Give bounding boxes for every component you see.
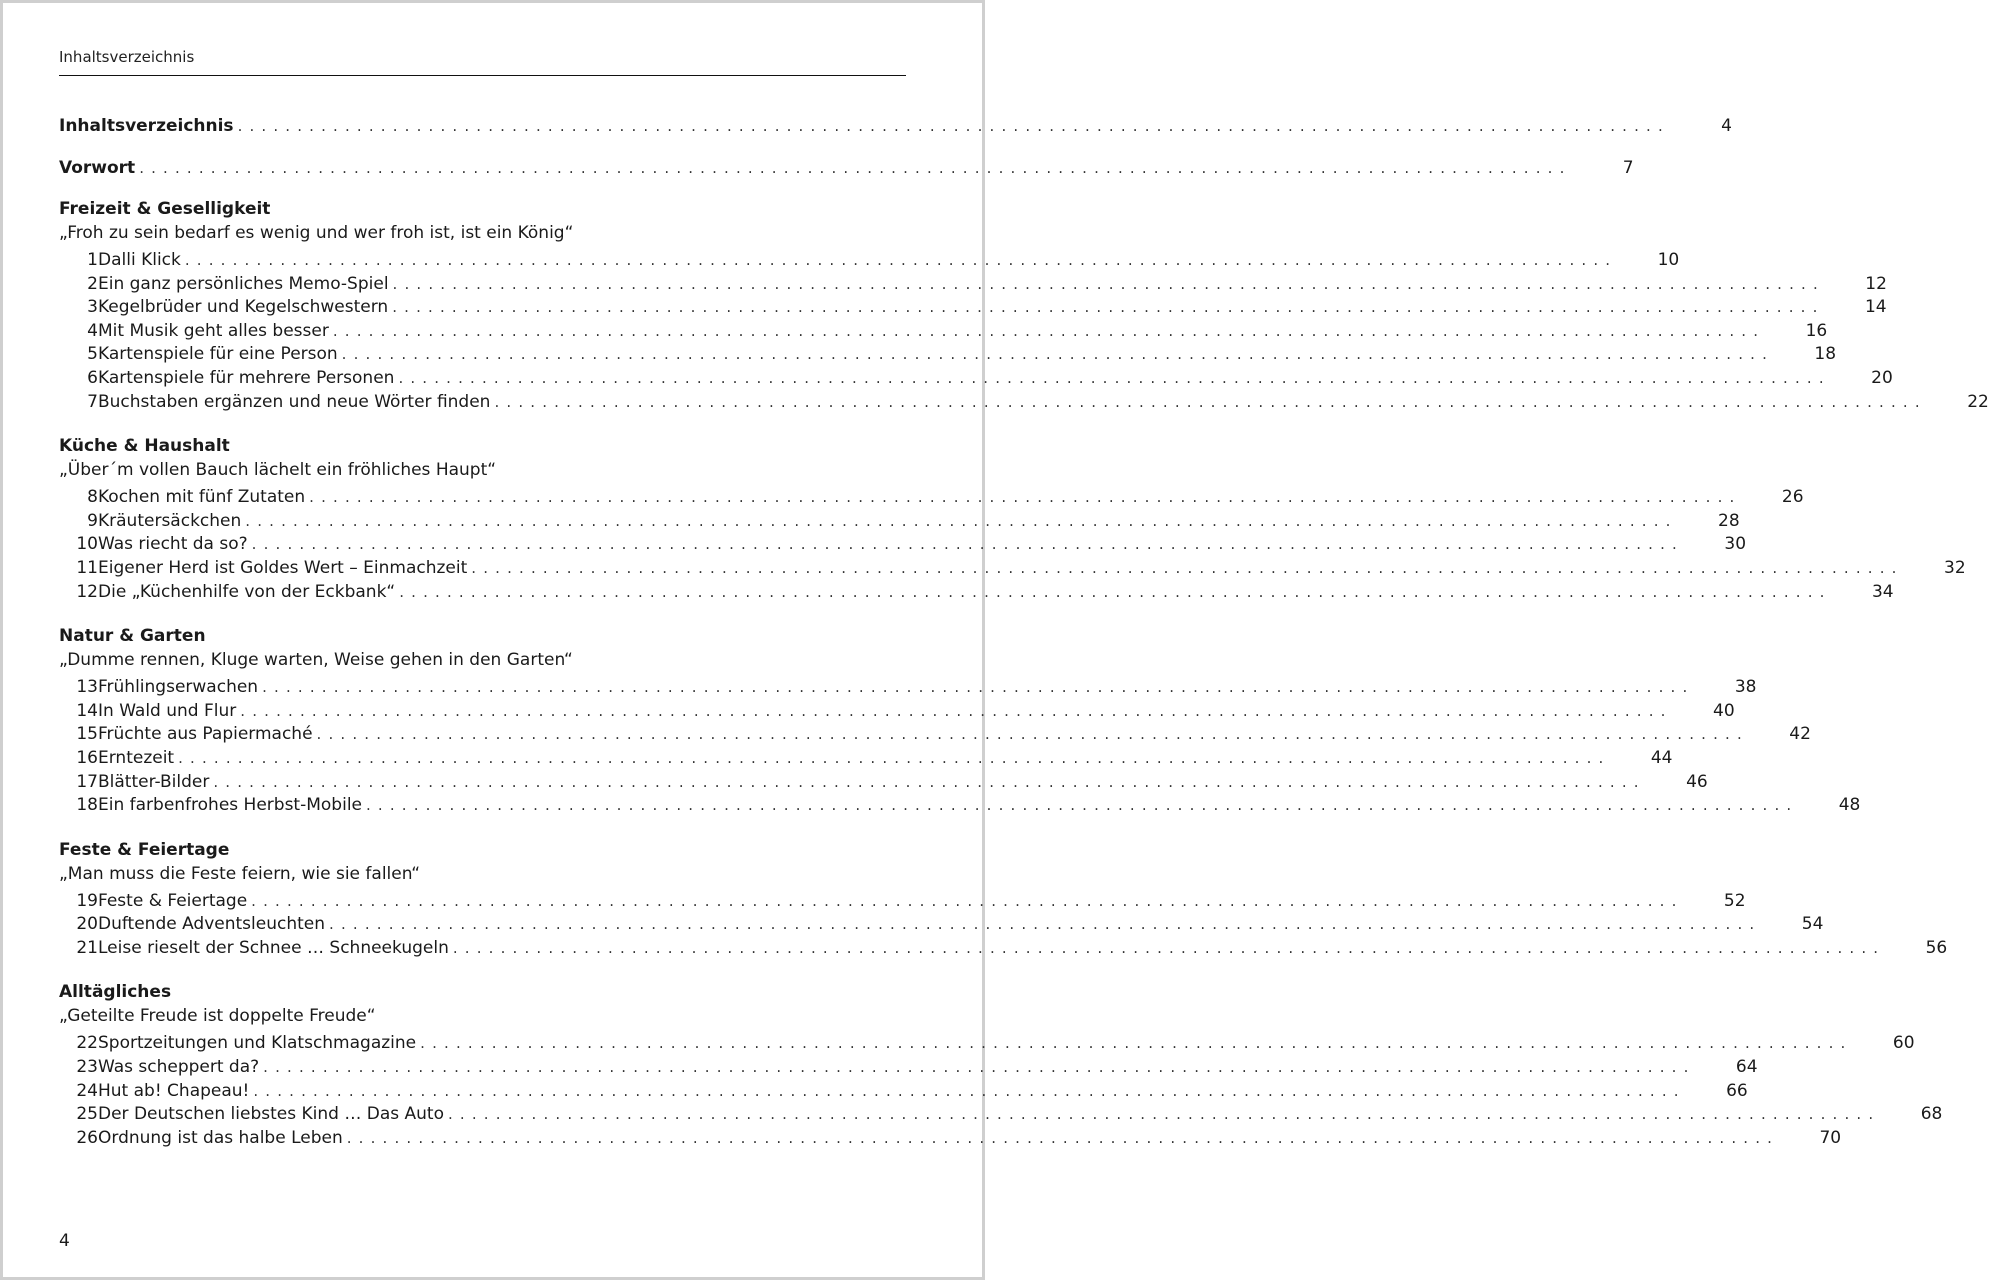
entry-number [59, 581, 98, 605]
entry-number-text: 9 [87, 510, 98, 531]
toc-entry[interactable] [59, 1032, 1915, 1056]
toc-section [59, 624, 1861, 818]
entry-number [59, 486, 98, 510]
header-rule [59, 75, 906, 76]
section-title: Alltägliches [59, 982, 172, 1003]
dot-leader: . . . . . . . . . . . . . . . . . . . . . . . . . . . . . . . . . . . . . . . . . . . . . . . . . . . . . . . . . . . . . . . . . . . . . . . . . . . . . . . . . . . . . . . . . . . . . . . . . . . . . . . . . . . . . . . . . . . . . . . . [262, 678, 1689, 697]
dot-leader: . . . . . . . . . . . . . . . . . . . . . . . . . . . . . . . . . . . . . . . . . . . . . . . . . . . . . . . . . . . . . . . . . . . . . . . . . . . . . . . . . . . . . . . . . . . . . . . . . . . . . . . . . . . . . . . . . . . . . . . . [251, 535, 1679, 554]
entry-title: Kartenspiele für eine Person [98, 344, 338, 365]
entry-number [59, 771, 98, 795]
toc-top-entries [59, 113, 1732, 182]
entry-number [59, 1103, 98, 1127]
dot-leader: . . . . . . . . . . . . . . . . . . . . . . . . . . . . . . . . . . . . . . . . . . . . . . . . . . . . . . . . . . . . . . . . . . . . . . . . . . . . . . . . . . . . . . . . . . . . . . . . . . . . . . . . . . . . . . . . . . . . . . . . [240, 701, 1667, 720]
entry-title: Blätter-Bilder [98, 771, 210, 792]
entry-page-number: 66 [1726, 1080, 1748, 1101]
entry-page-number: 7 [1622, 158, 1634, 178]
entry-title: Die „Küchenhilfe von der Eckbank“ [98, 581, 396, 602]
entry-page-number: 32 [1944, 557, 1966, 578]
entry-number [59, 320, 98, 344]
toc-entry[interactable] [59, 747, 1673, 771]
entry-number-text: 4 [87, 320, 98, 341]
dot-leader: . . . . . . . . . . . . . . . . . . . . . . . . . . . . . . . . . . . . . . . . . . . . . . . . . . . . . . . . . . . . . . . . . . . . . . . . . . . . . . . . . . . . . . . . . . . . . . . . . . . . . . . . . . . . . . . . . . . . . . . . [494, 392, 1921, 411]
entry-title: Was scheppert da? [98, 1057, 260, 1078]
entry-title: Was riecht da so? [98, 534, 248, 555]
entry-number-text: 2 [87, 273, 98, 294]
entry-title: Frühlingserwachen [98, 677, 259, 698]
entry-number-text: 25 [76, 1104, 98, 1125]
running-head: Inhaltsverzeichnis [59, 48, 195, 66]
dot-leader: . . . . . . . . . . . . . . . . . . . . . . . . . . . . . . . . . . . . . . . . . . . . . . . . . . . . . . . . . . . . . . . . . . . . . . . . . . . . . . . . . . . . . . . . . . . . . . . . . . . . . . . . . . . . . . . . . . . . . . . . [420, 1034, 1847, 1053]
entry-page-number: 38 [1734, 677, 1757, 698]
toc-entry[interactable] [59, 1103, 1943, 1127]
entry-number-text: 14 [76, 700, 98, 721]
entry-page-number: 22 [1967, 391, 1989, 412]
dot-leader: . . . . . . . . . . . . . . . . . . . . . . . . . . . . . . . . . . . . . . . . . . . . . . . . . . . . . . . . . . . . . . . . . . . . . . . . . . . . . . . . . . . . . . . . . . . . . . . . . . . . . . . . . . . . . . . . . . . . . . . . [309, 488, 1736, 507]
entry-number-text: 21 [76, 937, 98, 958]
entry-page-number: 44 [1650, 747, 1673, 768]
entry-title: Leise rieselt der Schnee … Schneekugeln [98, 937, 449, 958]
dot-leader: . . . . . . . . . . . . . . . . . . . . . . . . . . . . . . . . . . . . . . . . . . . . . . . . . . . . . . . . . . . . . . . . . . . . . . . . . . . . . . . . . . . . . . . . . . . . . . . . . . . . . . . . . . . . . . . . . . . . . . . . [251, 891, 1678, 910]
entry-title: Kräutersäckchen [98, 510, 242, 531]
section-title: Feste & Feiertage [59, 839, 230, 860]
toc-entry[interactable] [59, 937, 1948, 961]
entry-number [59, 510, 98, 534]
entry-title: Eigener Herd ist Goldes Wert – Einmachzeit [98, 557, 468, 578]
entry-title: Erntezeit [98, 747, 175, 768]
toc-entry[interactable] [59, 510, 1740, 534]
entry-number [59, 557, 98, 581]
section-quote: „Froh zu sein bedarf es wenig und wer froh ist, ist ein König“ [59, 223, 574, 243]
toc-entry[interactable] [59, 1080, 1748, 1104]
entry-title: Ein farbenfrohes Herbst-Mobile [98, 795, 362, 816]
dot-leader: . . . . . . . . . . . . . . . . . . . . . . . . . . . . . . . . . . . . . . . . . . . . . . . . . . . . . . . . . . . . . . . . . . . . . . . . . . . . . . . . . . . . . . . . . . . . . . . . . . . . . . . . . . . . . . . . . . . . . . . . [471, 558, 1898, 577]
entry-number [59, 273, 98, 297]
entry-number [59, 1080, 98, 1104]
entry-page-number: 54 [1801, 914, 1824, 935]
entry-number [59, 343, 98, 367]
toc-entry[interactable] [59, 113, 1732, 140]
entry-page-number: 20 [1871, 367, 1893, 388]
entry-page-number: 70 [1819, 1127, 1842, 1148]
dot-leader: . . . . . . . . . . . . . . . . . . . . . . . . . . . . . . . . . . . . . . . . . . . . . . . . . . . . . . . . . . . . . . . . . . . . . . . . . . . . . . . . . . . . . . . . . . . . . . . . . . . . . . . . . . . . . . . . . . . . . . . . [329, 915, 1756, 934]
toc-entry[interactable] [59, 367, 1893, 391]
entry-number-text: 6 [87, 367, 98, 388]
toc-entry[interactable] [59, 155, 1634, 182]
entry-title: Ein ganz persönliches Memo-Spiel [98, 273, 389, 294]
dot-leader: . . . . . . . . . . . . . . . . . . . . . . . . . . . . . . . . . . . . . . . . . . . . . . . . . . . . . . . . . . . . . . . . . . . . . . . . . . . . . . . . . . . . . . . . . . . . . . . . . . . . . . . . . . . . . . . . . . . . . . . . [366, 796, 1793, 815]
entry-title: Der Deutschen liebstes Kind … Das Auto [98, 1104, 444, 1125]
entry-page-number: 42 [1789, 724, 1811, 745]
entry-number-text: 23 [76, 1057, 98, 1078]
dot-leader: . . . . . . . . . . . . . . . . . . . . . . . . . . . . . . . . . . . . . . . . . . . . . . . . . . . . . . . . . . . . . . . . . . . . . . . . . . . . . . . . . . . . . . . . . . . . . . . . . . . . . . . . . . . . . . . . . . . . . . . . [253, 1081, 1680, 1100]
entry-title: Buchstaben ergänzen und neue Wörter finden [98, 391, 491, 412]
entry-page-number: 60 [1892, 1033, 1915, 1054]
entry-number [59, 533, 98, 557]
entry-title: Inhaltsverzeichnis [59, 116, 234, 136]
toc-entry[interactable] [59, 1056, 1758, 1080]
dot-leader: . . . . . . . . . . . . . . . . . . . . . . . . . . . . . . . . . . . . . . . . . . . . . . . . . . . . . . . . . . . . . . . . . . . . . . . . . . . . . . . . . . . . . . . . . . . . . . . . . . . . . . . . . . . . . . . . . . . . . . . . [263, 1058, 1690, 1077]
entry-number-text: 5 [87, 344, 98, 365]
entry-title: Dalli Klick [98, 250, 181, 270]
entry-number [59, 937, 98, 961]
dot-leader: . . . . . . . . . . . . . . . . . . . . . . . . . . . . . . . . . . . . . . . . . . . . . . . . . . . . . . . . . . . . . . . . . . . . . . . . . . . . . . . . . . . . . . . . . . . . . . . . . . . . . . . . . . . . . . . . . . . . . . . . [447, 1105, 1875, 1124]
entry-number-text: 1 [87, 250, 98, 270]
toc-entry[interactable] [59, 771, 1708, 795]
entry-number [59, 249, 98, 273]
entry-number-text: 11 [76, 557, 98, 578]
dot-leader: . . . . . . . . . . . . . . . . . . . . . . . . . . . . . . . . . . . . . . . . . . . . . . . . . . . . . . . . . . . . . . . . . . . . . . . . . . . . . . . . . . . . . . . . . . . . . . . . . . . . . . . . . . . . . . . . . . . . . . . . [316, 725, 1743, 744]
dot-leader: . . . . . . . . . . . . . . . . . . . . . . . . . . . . . . . . . . . . . . . . . . . . . . . . . . . . . . . . . . . . . . . . . . . . . . . . . . . . . . . . . . . . . . . . . . . . . . . . . . . . . . . . . . . . . . . . . . . . . . . . [245, 511, 1672, 530]
entry-title: Feste & Feiertage [98, 890, 248, 911]
toc-entry[interactable] [59, 486, 1804, 510]
entry-title: Hut ab! Chapeau! [98, 1080, 250, 1101]
entry-number [59, 676, 98, 700]
entry-number [59, 367, 98, 391]
toc-entry[interactable] [59, 249, 1680, 273]
toc-entry[interactable] [59, 700, 1735, 724]
entry-number-text: 17 [76, 771, 98, 792]
entry-number [59, 1032, 98, 1056]
section-quote: „Dumme rennen, Kluge warten, Weise gehen in den Garten“ [59, 650, 573, 671]
entry-page-number: 56 [1925, 937, 1948, 958]
toc-entry[interactable] [59, 296, 1887, 320]
toc-entry[interactable] [59, 890, 1746, 914]
toc-section [59, 197, 1989, 414]
entry-number-text: 19 [76, 890, 98, 911]
section-quote: „Über´m vollen Bauch lächelt ein fröhliches Haupt“ [59, 460, 497, 481]
dot-leader: . . . . . . . . . . . . . . . . . . . . . . . . . . . . . . . . . . . . . . . . . . . . . . . . . . . . . . . . . . . . . . . . . . . . . . . . . . . . . . . . . . . . . . . . . . . . . . . . . . . . . . . . . . . . . . . . . . . . . . . . [452, 938, 1880, 957]
dot-leader: . . . . . . . . . . . . . . . . . . . . . . . . . . . . . . . . . . . . . . . . . . . . . . . . . . . . . . . . . . . . . . . . . . . . . . . . . . . . . . . . . . . . . . . . . . . . . . . . . . . . . . . . . . . . . . . . . . . . . . . . [398, 368, 1825, 387]
toc-entry[interactable] [59, 273, 1887, 297]
toc-entry[interactable] [59, 723, 1811, 747]
entry-page-number: 30 [1724, 534, 1747, 555]
entry-title: In Wald und Flur [98, 700, 237, 721]
entry-number-text: 20 [76, 914, 98, 935]
entry-number-text: 3 [87, 297, 98, 318]
entry-title: Kegelbrüder und Kegelschwestern [98, 297, 389, 318]
dot-leader: . . . . . . . . . . . . . . . . . . . . . . . . . . . . . . . . . . . . . . . . . . . . . . . . . . . . . . . . . . . . . . . . . . . . . . . . . . . . . . . . . . . . . . . . . . . . . . . . . . . . . . . . . . . . . . . . . . . . . . . . [332, 321, 1760, 340]
entry-page-number: 10 [1657, 250, 1680, 270]
entry-page-number: 4 [1721, 116, 1732, 136]
page-number: 4 [59, 1231, 70, 1251]
dot-leader: . . . . . . . . . . . . . . . . . . . . . . . . . . . . . . . . . . . . . . . . . . . . . . . . . . . . . . . . . . . . . . . . . . . . . . . . . . . . . . . . . . . . . . . . . . . . . . . . . . . . . . . . . . . . . . . . . . . . . . . . [341, 345, 1769, 364]
entry-number [59, 700, 98, 724]
entry-number-text: 22 [76, 1033, 98, 1054]
entry-number [59, 747, 98, 771]
dot-leader: . . . . . . . . . . . . . . . . . . . . . . . . . . . . . . . . . . . . . . . . . . . . . . . . . . . . . . . . . . . . . . . . . . . . . . . . . . . . . . . . . . . . . . . . . . . . . . . . . . . . . . . . . . . . . . . . . . . . . . . . [178, 748, 1605, 767]
entry-page-number: 64 [1735, 1057, 1758, 1078]
section-title: Natur & Garten [59, 626, 206, 647]
dot-leader: . . . . . . . . . . . . . . . . . . . . . . . . . . . . . . . . . . . . . . . . . . . . . . . . . . . . . . . . . . . . . . . . . . . . . . . . . . . . . . . . . . . . . . . . . . . . . . . . . . . . . . . . . . . . . . . . . . . . . . . . [392, 274, 1819, 293]
dot-leader: . . . . . . . . . . . . . . . . . . . . . . . . . . . . . . . . . . . . . . . . . . . . . . . . . . . . . . . . . . . . . . . . . . . . . . . . . . . . . . . . . . . . . . . . . . . . . . . . . . . . . . . . . . . . . . . . . . . . . . . . [139, 159, 1566, 177]
entry-page-number: 40 [1713, 700, 1735, 721]
entry-title: Duftende Adventsleuchten [98, 914, 326, 935]
toc-section [59, 980, 1943, 1150]
entry-number-text: 12 [76, 581, 98, 602]
entry-page-number: 26 [1781, 487, 1804, 508]
table-of-contents [59, 113, 1989, 1150]
toc-section [59, 838, 1948, 961]
entry-number-text: 7 [87, 391, 98, 412]
toc-entry[interactable] [59, 391, 1989, 415]
entry-page-number: 34 [1871, 581, 1894, 602]
toc-entry[interactable] [59, 343, 1837, 367]
entry-number-text: 16 [76, 747, 98, 768]
entry-number [59, 913, 98, 937]
entry-number [59, 1056, 98, 1080]
entry-title: Mit Musik geht alles besser [98, 320, 329, 341]
entry-page-number: 12 [1865, 273, 1887, 294]
entry-page-number: 14 [1864, 297, 1887, 318]
entry-page-number: 52 [1723, 890, 1746, 911]
entry-page-number: 16 [1805, 320, 1828, 341]
dot-leader: . . . . . . . . . . . . . . . . . . . . . . . . . . . . . . . . . . . . . . . . . . . . . . . . . . . . . . . . . . . . . . . . . . . . . . . . . . . . . . . . . . . . . . . . . . . . . . . . . . . . . . . . . . . . . . . . . . . . . . . . [237, 117, 1664, 135]
entry-number [59, 794, 98, 818]
entry-title: Kochen mit fünf Zutaten [98, 487, 306, 508]
entry-number [59, 890, 98, 914]
section-quote: „Geteilte Freude ist doppelte Freude“ [59, 1006, 376, 1027]
dot-leader: . . . . . . . . . . . . . . . . . . . . . . . . . . . . . . . . . . . . . . . . . . . . . . . . . . . . . . . . . . . . . . . . . . . . . . . . . . . . . . . . . . . . . . . . . . . . . . . . . . . . . . . . . . . . . . . . . . . . . . . . [392, 298, 1819, 317]
entry-title: Ordnung ist das halbe Leben [98, 1127, 343, 1148]
toc-sections [59, 197, 1989, 1150]
toc-entry[interactable] [59, 320, 1828, 344]
entry-number-text: 26 [76, 1127, 98, 1148]
section-title: Küche & Haushalt [59, 436, 230, 457]
entry-number-text: 15 [76, 724, 98, 745]
entry-number [59, 723, 98, 747]
toc-entry[interactable] [59, 913, 1824, 937]
entry-number [59, 1127, 98, 1151]
entry-number [59, 391, 98, 415]
entry-number-text: 18 [76, 795, 98, 816]
toc-entry[interactable] [59, 1127, 1842, 1151]
dot-leader: . . . . . . . . . . . . . . . . . . . . . . . . . . . . . . . . . . . . . . . . . . . . . . . . . . . . . . . . . . . . . . . . . . . . . . . . . . . . . . . . . . . . . . . . . . . . . . . . . . . . . . . . . . . . . . . . . . . . . . . . [184, 251, 1612, 269]
entry-number [59, 296, 98, 320]
entry-title: Sportzeitungen und Klatschmagazine [98, 1033, 417, 1054]
toc-entry[interactable] [59, 676, 1757, 700]
entry-number-text: 24 [76, 1080, 98, 1101]
entry-page-number: 46 [1686, 771, 1708, 792]
section-quote: „Man muss die Feste feiern, wie sie fallen“ [59, 863, 421, 884]
entry-page-number: 18 [1814, 344, 1837, 365]
toc-entry[interactable] [59, 794, 1861, 818]
entry-title: Vorwort [59, 158, 136, 178]
dot-leader: . . . . . . . . . . . . . . . . . . . . . . . . . . . . . . . . . . . . . . . . . . . . . . . . . . . . . . . . . . . . . . . . . . . . . . . . . . . . . . . . . . . . . . . . . . . . . . . . . . . . . . . . . . . . . . . . . . . . . . . . [399, 582, 1826, 601]
entry-number-text: 13 [76, 677, 98, 698]
dot-leader: . . . . . . . . . . . . . . . . . . . . . . . . . . . . . . . . . . . . . . . . . . . . . . . . . . . . . . . . . . . . . . . . . . . . . . . . . . . . . . . . . . . . . . . . . . . . . . . . . . . . . . . . . . . . . . . . . . . . . . . . [213, 772, 1640, 791]
toc-entry[interactable] [59, 533, 1747, 557]
entry-number-text: 10 [76, 534, 98, 555]
dot-leader: . . . . . . . . . . . . . . . . . . . . . . . . . . . . . . . . . . . . . . . . . . . . . . . . . . . . . . . . . . . . . . . . . . . . . . . . . . . . . . . . . . . . . . . . . . . . . . . . . . . . . . . . . . . . . . . . . . . . . . . . [346, 1128, 1774, 1147]
section-title: Freizeit & Geselligkeit [59, 199, 271, 219]
entry-title: Kartenspiele für mehrere Personen [98, 367, 395, 388]
toc-entry[interactable] [59, 581, 1894, 605]
toc-entry[interactable] [59, 557, 1966, 581]
entry-title: Früchte aus Papiermaché [98, 724, 313, 745]
entry-page-number: 28 [1718, 510, 1740, 531]
toc-section [59, 434, 1966, 604]
entry-number-text: 8 [87, 487, 98, 508]
entry-page-number: 48 [1838, 795, 1861, 816]
entry-page-number: 68 [1920, 1104, 1943, 1125]
